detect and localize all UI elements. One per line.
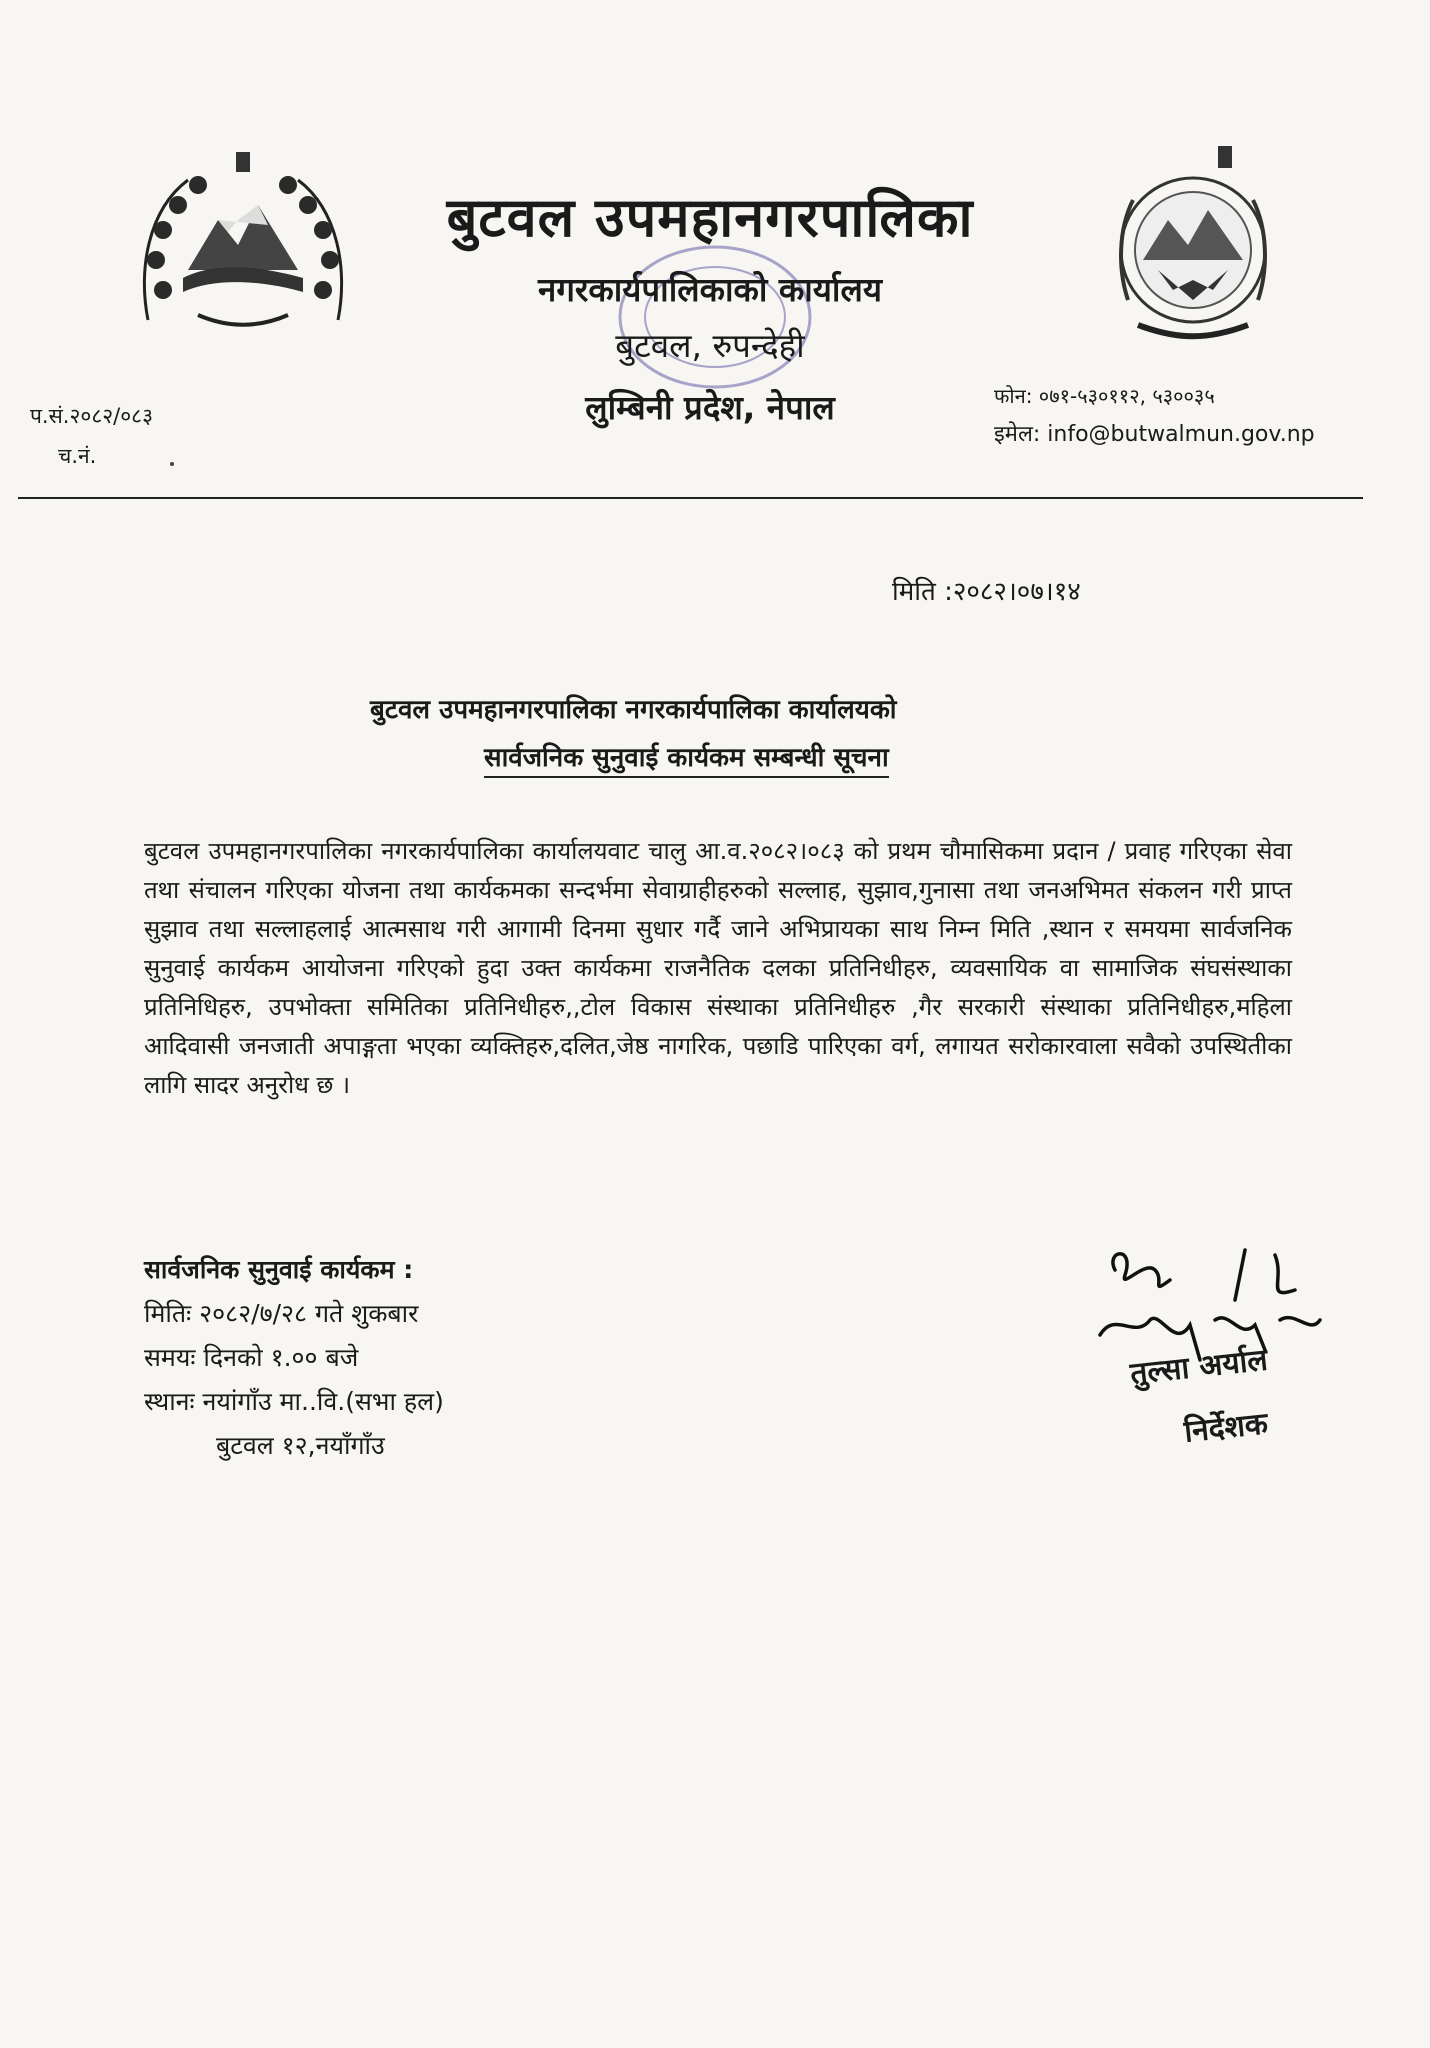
reference-number: प.सं.२०८२/०८३	[30, 404, 153, 428]
program-title: सार्वजनिक सुनुवाई कार्यकम :	[144, 1255, 414, 1284]
notice-title-line1: बुटवल उपमहानगरपालिका नगरकार्यपालिका कार्यालयको	[370, 695, 897, 725]
organization-name: बुटवल उपमहानगरपालिका	[446, 186, 974, 249]
contact-phone: फोन: ०७१-५३०११२, ५३००३५	[994, 384, 1215, 408]
contact-email: इमेल: info@butwalmun.gov.np	[994, 422, 1315, 447]
province-country: लुम्बिनी प्रदेश, नेपाल	[585, 388, 835, 427]
letter-date: मिति :२०८२।०७।१४	[892, 577, 1081, 607]
official-stamp-icon	[610, 232, 820, 402]
signatory-title: निर्देशक	[1182, 1406, 1270, 1450]
notice-body: बुटवल उपमहानगरपालिका नगरकार्यपालिका कार्यालयवाट चालु आ.व.२०८२।०८३ को प्रथम चौमासिकमा प्रदान / प्रवाह गरिएका सेवा तथा संचालन गरिएका योजना तथा कार्यकमका सन्दर्भमा सेवाग्राहीहरुको सल्लाह, सुझाव,गुनासा तथा जनअभिमत संकलन गरी प्राप्त सुझाव तथा सल्लाहलाई आत्मसाथ गरी आगामी दिनमा सुधार गर्दै जाने अभिप्रायका साथ निम्न मिति ,स्थान र समयमा सार्वजनिक सुनुवाई कार्यकम आयोजना गरिएको हुदा उक्त कार्यकमा राजनैतिक दलका प्रतिनिधीहरु, व्यवसायिक वा सामाजिक संघसंस्थाका प्रतिनिधिहरु, उपभोक्ता समितिका प्रतिनिधीहरु,,टोल विकास संस्थाका प्रतिनिधीहरु ,गैर सरकारी संस्थाका प्रतिनिधीहरु,महिला आदिवासी जनजाती अपाङ्गता भएका व्यक्तिहरु,दलित,जेष्ठ नागरिक, पछाडि पारिएका वर्ग, लगायत सरोकारवाला सवैको उपस्थितीका लागि सादर अनुरोध छ ।	[144, 837, 1292, 1099]
office-location: बुटवल, रुपन्देही	[615, 326, 805, 365]
dispatch-number: च.नं.	[58, 444, 97, 468]
program-venue: स्थानः नयांगाँउ मा..वि.(सभा हल)	[144, 1387, 444, 1416]
header-divider	[18, 497, 1363, 499]
notice-title-line2: सार्वजनिक सुनुवाई कार्यकम सम्बन्धी सूचना	[484, 738, 889, 778]
program-venue-address: बुटवल १२,नयाँगाँउ	[216, 1431, 385, 1460]
dot-mark	[170, 462, 174, 466]
signatory-name: तुल्सा अर्याल	[1128, 1342, 1270, 1392]
program-date: मितिः २०८२/७/२८ गते शुकबार	[144, 1299, 419, 1328]
office-name: नगरकार्यपालिकाको कार्यालय	[538, 270, 882, 309]
program-time: समयः दिनको १.०० बजे	[144, 1343, 359, 1372]
nepal-coat-of-arms-icon	[128, 150, 358, 340]
municipality-logo-icon	[1098, 140, 1288, 350]
